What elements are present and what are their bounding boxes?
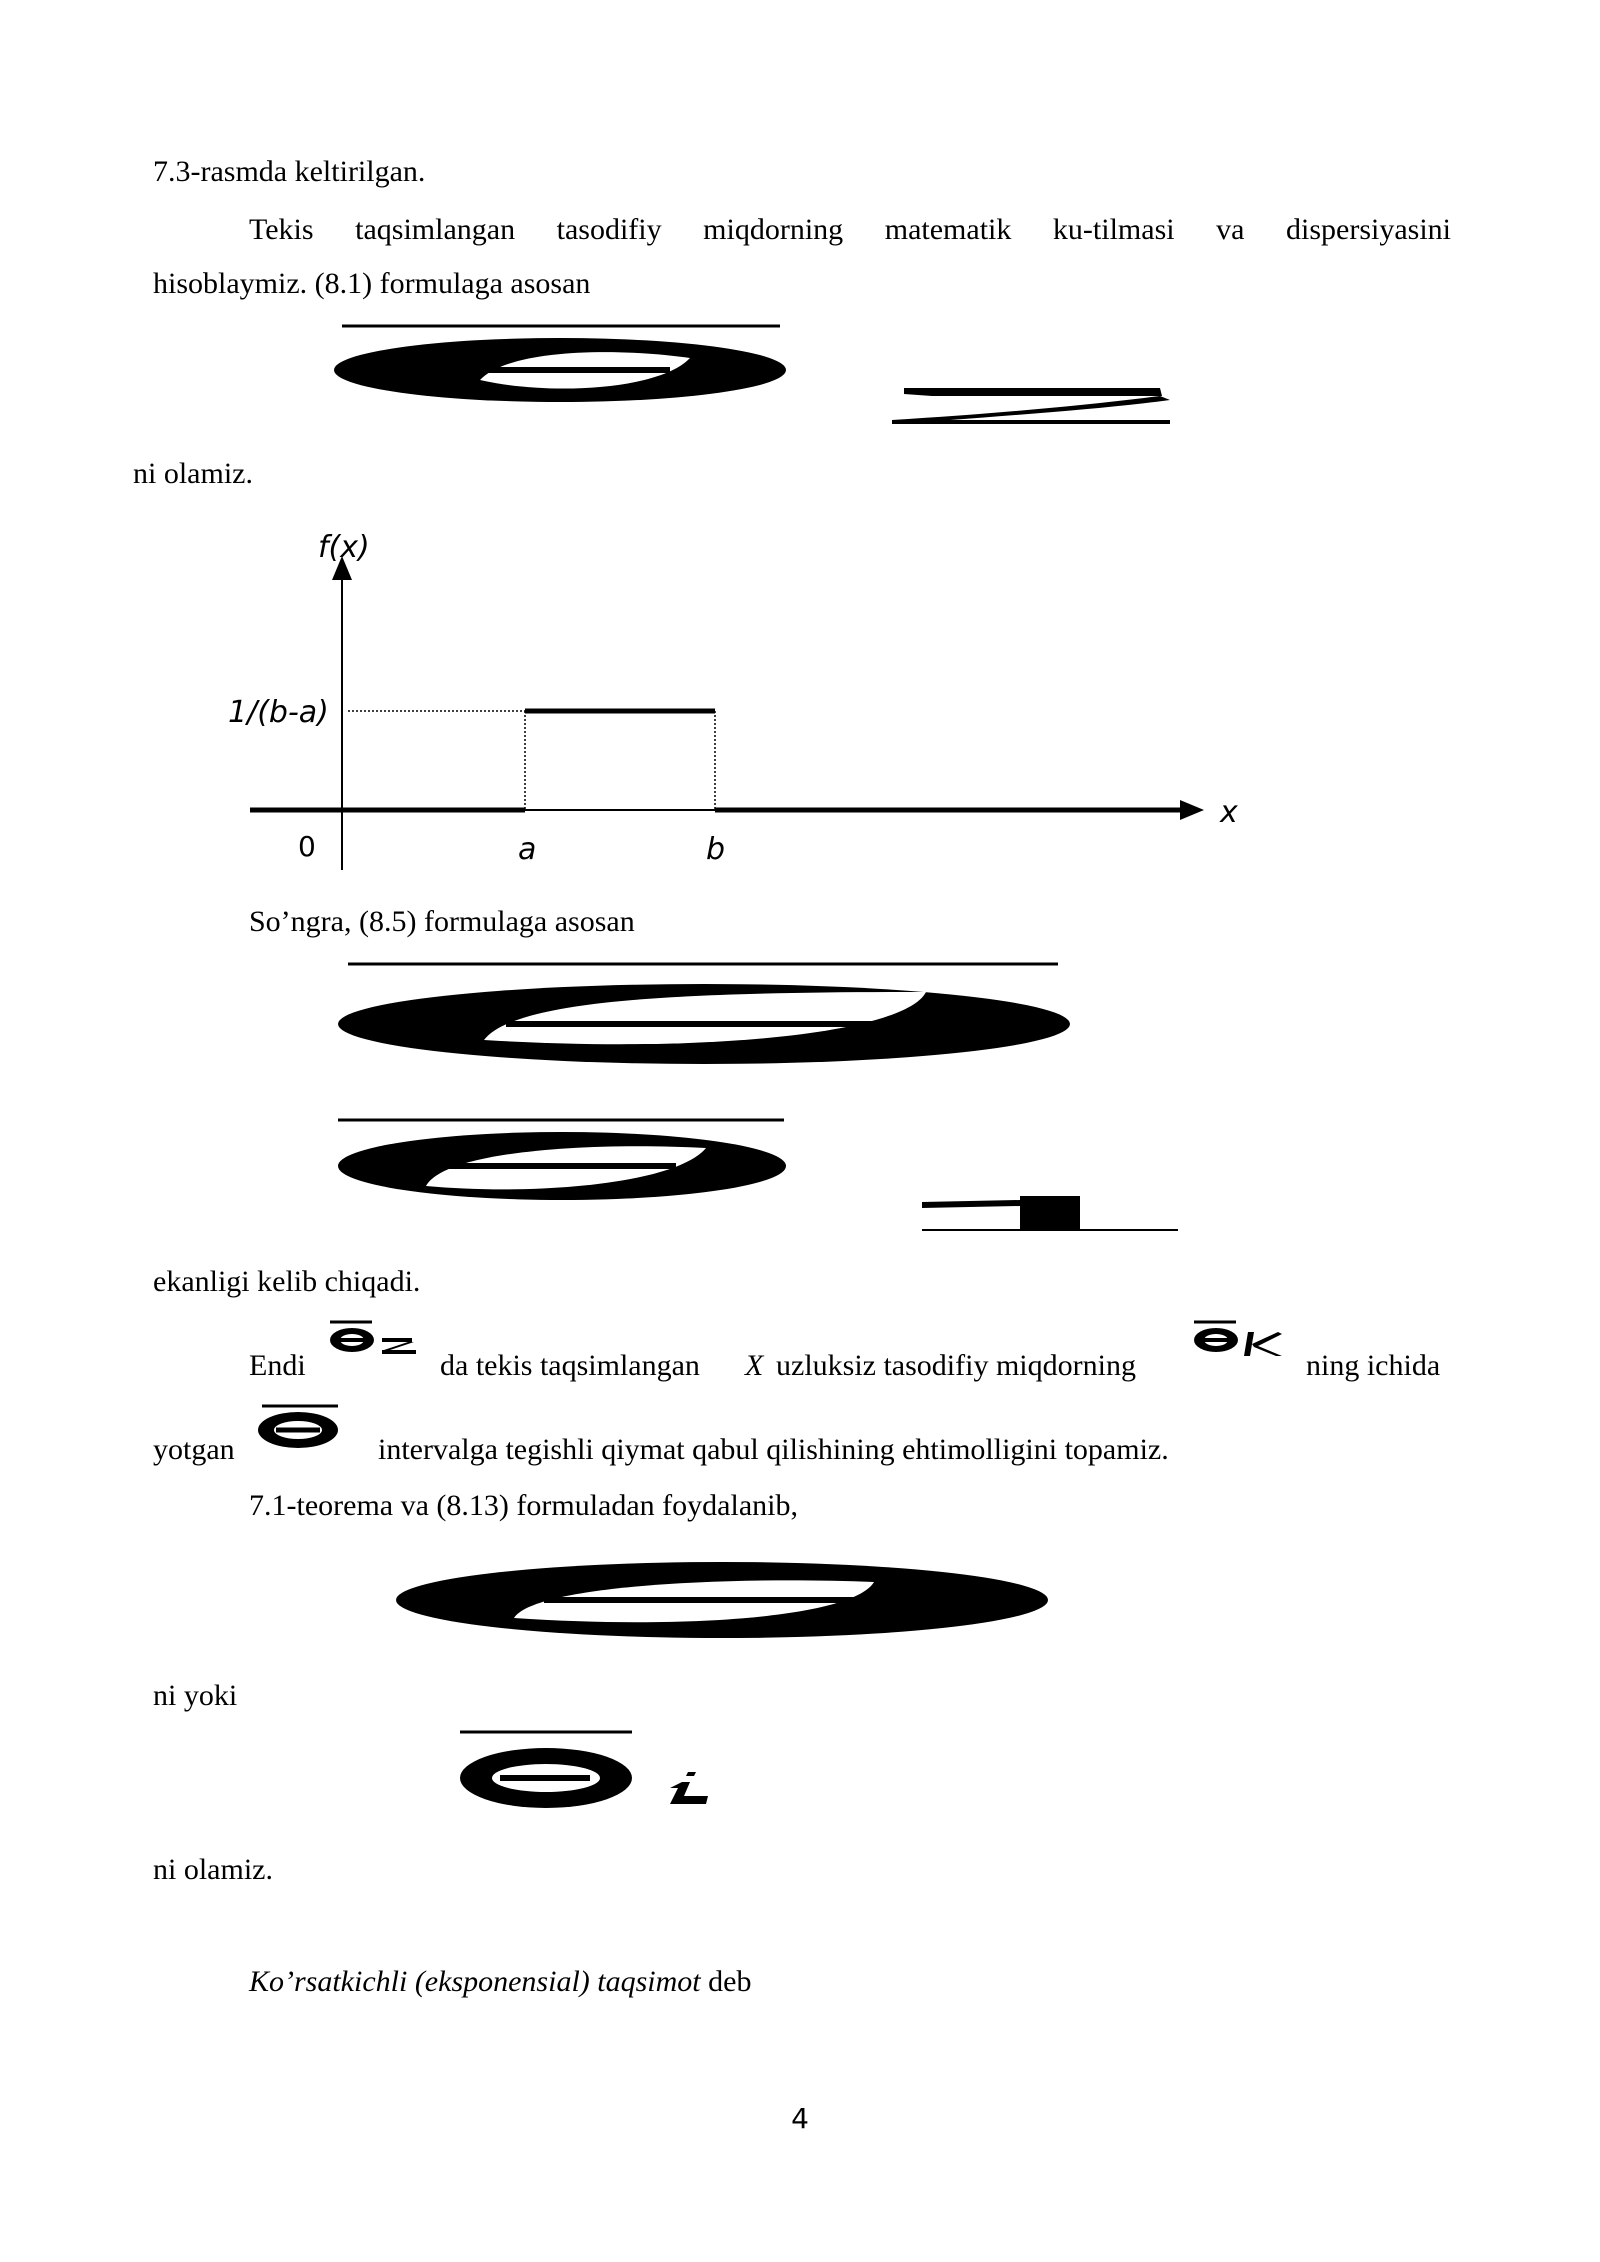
- formula-image: [456, 1726, 736, 1816]
- page-number: 4: [791, 2102, 809, 2135]
- origin-label: 0: [298, 830, 316, 863]
- text-line: [249, 1962, 751, 2002]
- b-label: b: [706, 832, 726, 867]
- formula-image: [880, 380, 1180, 430]
- a-label: a: [518, 832, 537, 867]
- inline-formula: [324, 1316, 424, 1376]
- inline-formula: [1190, 1316, 1290, 1376]
- text-line: da tekis taqsimlangan: [440, 1349, 700, 1382]
- formula-image: [920, 1186, 1180, 1236]
- text-line: yotgan: [153, 1433, 235, 1466]
- formula-image: [394, 1556, 1054, 1646]
- italic-term: Ko’rsatkichli (eksponensial) taqsimot: [249, 1965, 701, 1998]
- height-label: 1/(b-a): [228, 695, 329, 730]
- y-axis-label: f(x): [318, 530, 370, 565]
- text-line: So’ngra, (8.5) formulaga asosan: [249, 905, 635, 938]
- text-line: ni olamiz.: [133, 457, 253, 490]
- text-line: 7.1-teorema va (8.13) formuladan foydalanib,: [249, 1489, 798, 1522]
- inline-formula: [254, 1400, 344, 1460]
- text-line: X: [745, 1349, 764, 1382]
- text-line: ni olamiz.: [153, 1853, 273, 1886]
- x-axis-label: x: [1220, 795, 1238, 830]
- text-line: uzluksiz tasodifiy miqdorning: [776, 1349, 1136, 1382]
- text-line: 7.3-rasmda keltirilgan.: [153, 155, 426, 188]
- formula-image: [336, 958, 1076, 1068]
- uniform-density-figure: [240, 540, 1260, 880]
- text-line: Tekis taqsimlangan tasodifiy miqdorning matematik ku-tilmasi va dispersiyasini: [249, 213, 1451, 246]
- text-line: intervalga tegishli qiymat qabul qilishining ehtimolligini topamiz.: [378, 1433, 1169, 1466]
- text-line: Endi: [249, 1349, 306, 1382]
- text-run: deb: [708, 1965, 752, 1998]
- formula-image: [330, 318, 790, 408]
- text-line: ning ichida: [1306, 1349, 1441, 1382]
- text-line: ni yoki: [153, 1679, 238, 1712]
- formula-image: [336, 1114, 806, 1204]
- text-line: hisoblaymiz. (8.1) formulaga asosan: [153, 267, 591, 300]
- text-line: ekanligi kelib chiqadi.: [153, 1265, 421, 1298]
